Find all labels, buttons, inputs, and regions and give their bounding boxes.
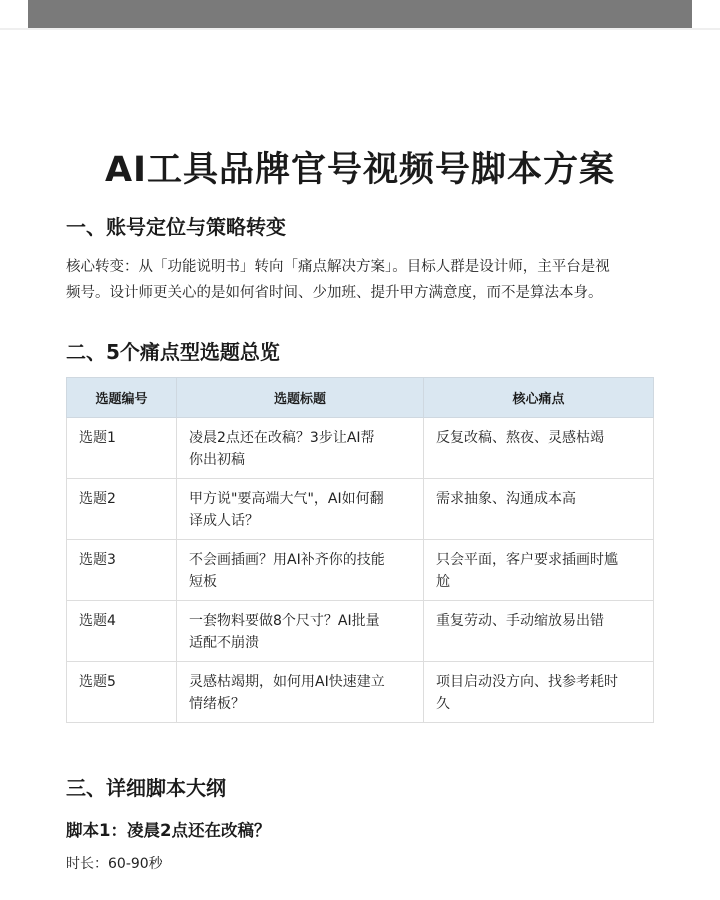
pain-line: 反复改稿、熬夜、灵感枯竭	[436, 430, 604, 446]
script-title: 脚本1：凌晨2点还在改稿？	[66, 821, 271, 840]
cell-pain-point	[424, 601, 654, 662]
cell-pain-point	[424, 662, 654, 723]
cell-topic-id: 选题3	[67, 540, 177, 601]
table-row	[67, 601, 654, 662]
column-header-id: 选题编号	[67, 378, 177, 418]
pain-line: 项目启动没方向、找参考耗时	[436, 674, 618, 690]
title-line: 情绪板？	[189, 696, 245, 712]
pain-line: 重复劳动、手动缩放易出错	[436, 613, 604, 629]
paragraph-line: 核心转变：从「功能说明书」转向「痛点解决方案」。目标人群是设计师，主平台是视	[66, 259, 610, 275]
title-line: 你出初稿	[189, 452, 245, 468]
column-header-title: 选题标题	[177, 378, 424, 418]
column-header-pain: 核心痛点	[424, 378, 654, 418]
cell-topic-title	[177, 662, 424, 723]
table-row	[67, 662, 654, 723]
cell-topic-id: 选题4	[67, 601, 177, 662]
topics-table	[66, 377, 654, 723]
divider	[0, 28, 720, 30]
title-line: 灵感枯竭期，如何用AI快速建立	[189, 674, 385, 690]
pain-line: 尬	[436, 574, 450, 590]
title-line: 甲方说"要高端大气"，AI如何翻	[189, 491, 384, 507]
page-title: AI工具品牌官号视频号脚本方案	[104, 150, 616, 190]
pain-line: 只会平面，客户要求插画时尴	[436, 552, 618, 568]
script-duration: 时长：60-90秒	[66, 856, 163, 872]
cell-topic-title	[177, 418, 424, 479]
title-line: 译成人话？	[189, 513, 259, 529]
cell-topic-id: 选题1	[67, 418, 177, 479]
table-header-row	[67, 378, 654, 418]
table-row	[67, 479, 654, 540]
title-line: 一套物料要做8个尺寸？AI批量	[189, 613, 380, 629]
title-line: 短板	[189, 574, 217, 590]
table-row	[67, 418, 654, 479]
cell-topic-id: 选题5	[67, 662, 177, 723]
table-row	[67, 540, 654, 601]
cell-pain-point	[424, 540, 654, 601]
paragraph-line: 频号。设计师更关心的是如何省时间、少加班、提升甲方满意度，而不是算法本身。	[66, 285, 603, 301]
title-line: 适配不崩溃	[189, 635, 259, 651]
title-line: 凌晨2点还在改稿？3步让AI帮	[189, 430, 375, 446]
positioning-paragraph	[66, 254, 658, 306]
title-line: 不会画插画？用AI补齐你的技能	[189, 552, 385, 568]
cell-pain-point	[424, 479, 654, 540]
pain-line: 久	[436, 696, 450, 712]
cell-topic-title	[177, 479, 424, 540]
section-heading-topics: 二、5个痛点型选题总览	[66, 340, 280, 364]
cell-topic-title	[177, 540, 424, 601]
cell-topic-id: 选题2	[67, 479, 177, 540]
section-heading-scripts: 三、详细脚本大纲	[66, 776, 226, 800]
pain-line: 需求抽象、沟通成本高	[436, 491, 576, 507]
cell-topic-title	[177, 601, 424, 662]
cell-pain-point	[424, 418, 654, 479]
top-window-bar	[28, 0, 692, 28]
section-heading-positioning: 一、账号定位与策略转变	[66, 215, 286, 239]
